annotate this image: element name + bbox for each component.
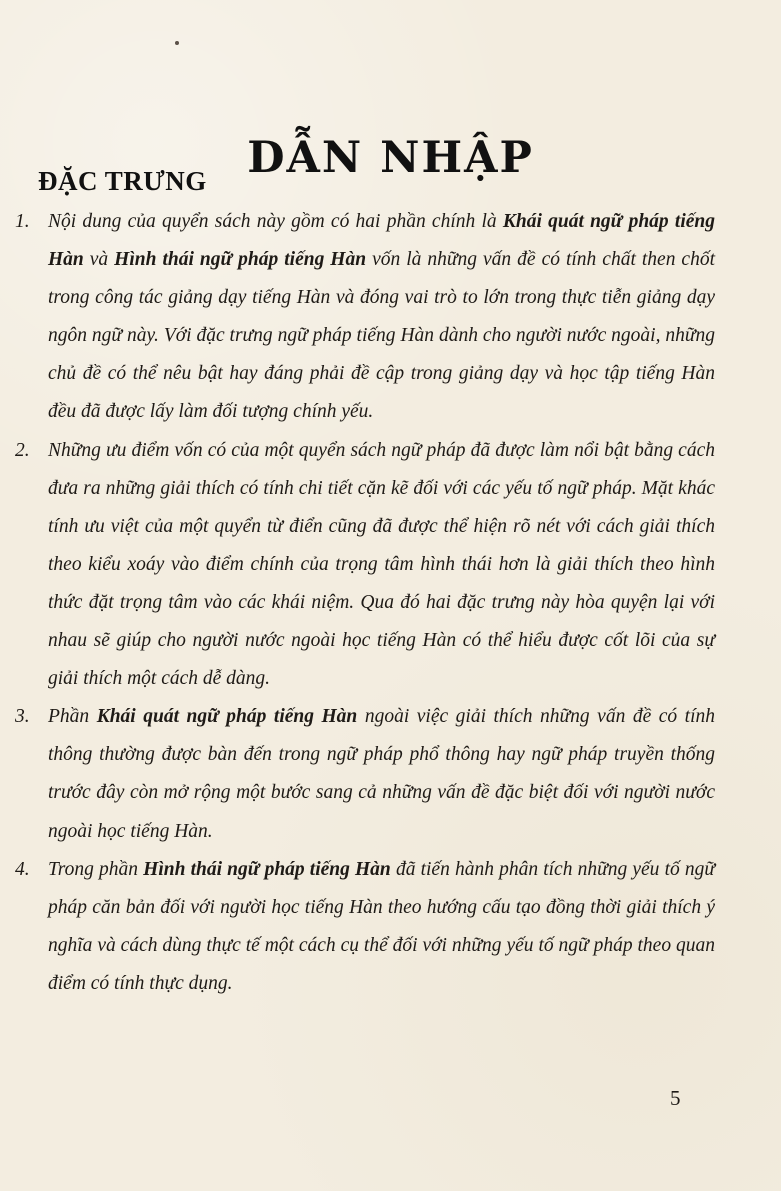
list-item-4 [15, 851, 715, 1003]
item-1-text-part-3: vốn là những vấn đề có tính chất then chốt trong công tác giảng dạy tiếng Hàn và đóng vai trò to lớn trong thực tiễn giảng dạy ngôn ngữ này. Với đặc trưng ngữ pháp tiếng Hàn dành cho người nước ngoài, những chủ đề có thể nêu bật hay đáng phải đề cập trong giảng dạy và học tập tiếng Hàn đều đã được lấy làm đối tượng chính yếu. [48, 249, 716, 423]
list-item-2 [15, 432, 715, 699]
item-3-text-part-1: Phần [48, 706, 97, 728]
page-mark [175, 41, 179, 45]
item-4-bold-part-1: Hình thái ngữ pháp tiếng Hàn [143, 858, 391, 880]
page-title: DẪN NHẬP [247, 132, 534, 183]
item-1-text-part-1: Nội dung của quyển sách này gồm có hai phần chính là [48, 211, 503, 232]
item-3-bold-part-1: Khái quát ngữ pháp tiếng Hàn [96, 706, 358, 728]
list-item-1 [15, 203, 715, 432]
list-item-number: 1. [15, 211, 30, 232]
section-heading: ĐẶC TRƯNG [38, 166, 207, 196]
item-4-text-part-1: Trong phần [48, 858, 144, 880]
item-2-text-part-1: Những ưu điểm vốn có của một quyển sách ngữ pháp đã được làm nổi bật bằng cách đưa ra những giải thích có tính chi tiết cặn kẽ đối với các yếu tố ngữ pháp. Mặt khác tính ưu việt của một quyển từ điển cũng đã được thể hiện rõ nét với cách giải thích theo kiểu xoáy vào điểm chính của trọng tâm hình thái hơn là giải thích theo hình thức đặt trọng tâm vào các khái niệm. Qua đó hai đặc trưng này hòa quyện lại với nhau sẽ giúp cho người nước ngoài học tiếng Hàn có thể hiểu được cốt lõi của sự giải thích một cách dễ dàng. [48, 439, 715, 690]
page-number: 5 [670, 1086, 681, 1110]
list-item-number: 4. [15, 858, 30, 880]
list-item-text [48, 706, 715, 841]
list-item-text [48, 211, 715, 422]
list-item-number: 3. [15, 706, 30, 728]
item-3-text-part-2: ngoài việc giải thích những vấn đề có tính thông thường được bàn đến trong ngữ pháp phổ thông hay ngữ pháp truyền thống trước đây còn mở rộng một bước sang cả những vấn đề đặc biệt đối với người nước ngoài học tiếng Hàn. [48, 706, 716, 842]
list-item-3 [15, 698, 715, 850]
item-1-bold-part-2: Hình thái ngữ pháp tiếng Hàn [114, 249, 367, 271]
item-1-bold-part-1: Khái quát ngữ pháp tiếng Hàn [48, 211, 715, 271]
item-1-text-part-2: và [89, 249, 115, 271]
document-content [15, 203, 715, 1003]
item-4-text-part-2: đã tiến hành phân tích những yếu tố ngữ pháp căn bản đối với người học tiếng Hàn theo hướng cấu tạo đồng thời giải thích ý nghĩa và cách dùng thực tế một cách cụ thể đối với những yếu tố ngữ pháp theo quan điểm có tính thực dụng. [48, 858, 716, 994]
list-item-number: 2. [15, 439, 30, 461]
list-item-text [48, 859, 715, 994]
list-item-text [48, 440, 715, 690]
